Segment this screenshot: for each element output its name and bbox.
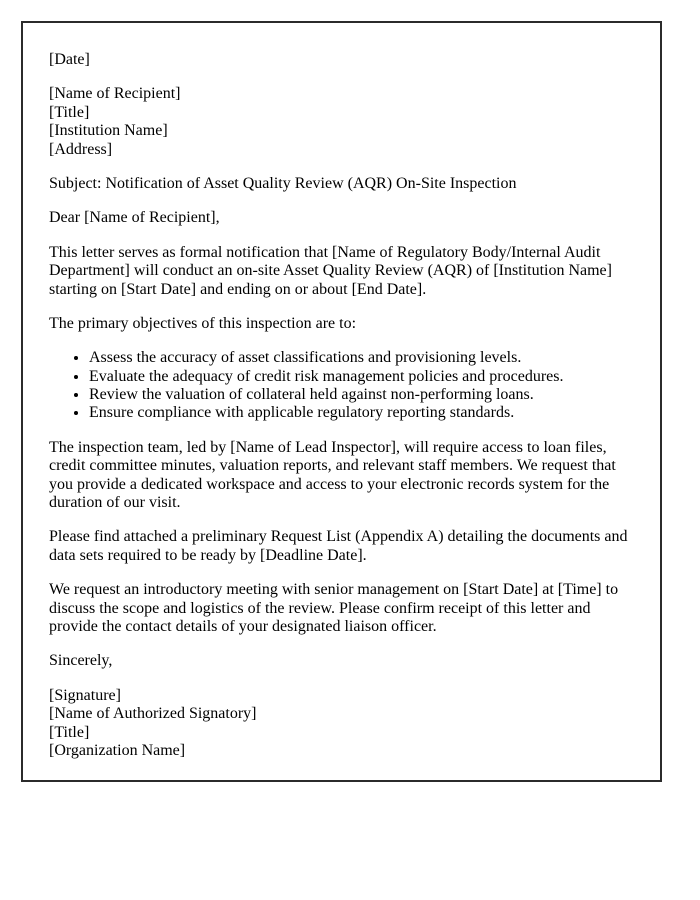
signatory-organization: [Organization Name] — [49, 741, 186, 759]
salutation: Dear [Name of Recipient], — [49, 209, 220, 227]
recipient-title: [Title] — [49, 103, 90, 121]
objective-item: • Ensure compliance with applicable regulatory reporting standards. — [89, 404, 634, 422]
signatory-name: [Name of Authorized Signatory] — [49, 705, 257, 723]
recipient-name: [Name of Recipient] — [49, 85, 181, 103]
letter-date: [Date] — [49, 51, 90, 68]
objective-item: • Assess the accuracy of asset classifications and provisioning levels. — [89, 349, 634, 367]
paragraph-meeting: We request an introductory meeting with senior management on [Start Date] at [Time] to discuss the scope and logistics of the review. Please confirm receipt of this letter and provide the contact details of your designated liaison officer. — [49, 581, 619, 635]
paragraph-request-list: Please find attached a preliminary Request List (Appendix A) detailing the documents and data sets required to be ready by [Deadline Date]. — [49, 528, 628, 564]
recipient-institution: [Institution Name] — [49, 122, 168, 140]
paragraph-team: The inspection team, led by [Name of Lead Inspector], will require access to loan files, credit committee minutes, valuation reports, and relevant staff members. We request that you provide a dedicated workspace and access to your electronic records system for the duration of our visit. — [49, 438, 616, 512]
paragraph-notification: This letter serves as formal notification that [Name of Regulatory Body/Internal Audit Department] will conduct an on-site Asset Quality Review (AQR) of [Institution Name] starting on [Start Date] and ending on or about [End Date]. — [49, 243, 612, 298]
paragraph-objectives-intro: The primary objectives of this inspection are to: — [49, 314, 357, 332]
objectives-list — [49, 349, 634, 423]
recipient-block — [49, 85, 634, 159]
letter-frame — [21, 21, 662, 782]
signatory-title: [Title] — [49, 723, 90, 741]
signature-line: [Signature] — [49, 686, 121, 704]
recipient-address: [Address] — [49, 140, 113, 158]
closing: Sincerely, — [49, 652, 113, 670]
subject-line: Subject: Notification of Asset Quality Review (AQR) On-Site Inspection — [49, 174, 517, 192]
objective-item: • Evaluate the adequacy of credit risk management policies and procedures. — [89, 368, 634, 386]
signature-block — [49, 687, 634, 761]
objective-item: • Review the valuation of collateral held against non-performing loans. — [89, 386, 634, 404]
